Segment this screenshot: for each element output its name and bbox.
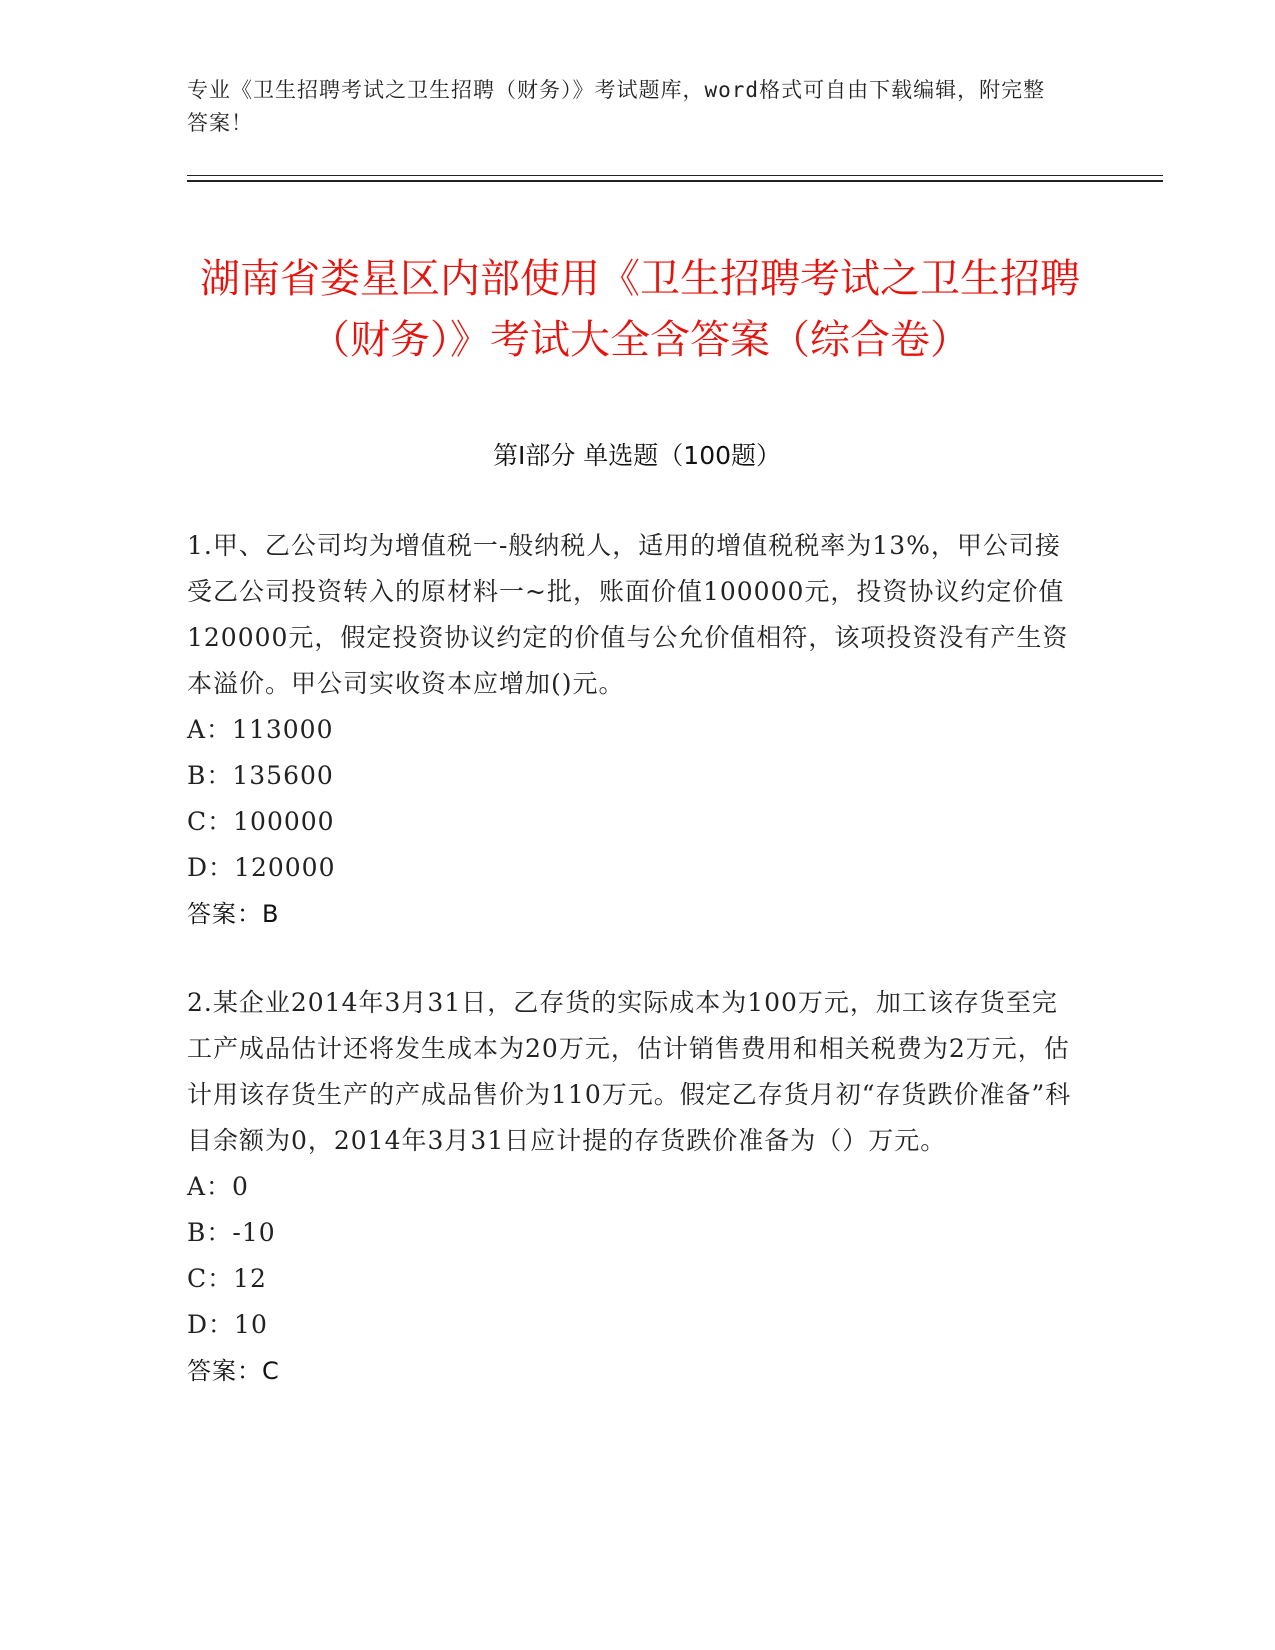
question-stem: 2.某企业2014年3月31日，乙存货的实际成本为100万元，加工该存货至完工产成品估计还将发生成本为20万元，估计销售费用和相关税费为2万元，估计用该存货生产的产成品售价为110万元。假定乙存货月初“存货跌价准备”科目余额为0，2014年3月31日应计提的存货跌价准备为（）万元。: [187, 988, 1072, 1155]
header-divider-thick: [187, 180, 1163, 182]
option-b: B：135600: [187, 761, 334, 790]
option-d: D：120000: [187, 853, 336, 882]
question-1: [187, 523, 1077, 937]
document-title: 湖南省娄星区内部使用《卫生招聘考试之卫生招聘（财务）》考试大全含答案（综合卷）: [200, 255, 1080, 363]
header-note: 专业《卫生招聘考试之卫生招聘（财务）》考试题库，word格式可自由下载编辑，附完整答案！: [187, 78, 1046, 135]
question-2: [187, 980, 1077, 1394]
question-stem: 1.甲、乙公司均为增值税一-般纳税人，适用的增值税税率为13%，甲公司接受乙公司投资转入的原材料一~批，账面价值100000元，投资协议约定价值120000元，假定投资协议约定的价值与公允价值相符，该项投资没有产生资本溢价。甲公司实收资本应增加()元。: [187, 531, 1069, 698]
header-divider-thin: [187, 175, 1163, 176]
option-d: D：10: [187, 1310, 268, 1339]
section-heading: 第I部分 单选题（100题）: [492, 441, 782, 470]
option-c: C：100000: [187, 807, 335, 836]
answer-label: 答案：B: [187, 900, 280, 928]
option-a: A：0: [187, 1172, 249, 1201]
option-c: C：12: [187, 1264, 267, 1293]
option-a: A：113000: [187, 715, 334, 744]
option-b: B：-10: [187, 1218, 276, 1247]
answer-label: 答案：C: [187, 1357, 280, 1385]
